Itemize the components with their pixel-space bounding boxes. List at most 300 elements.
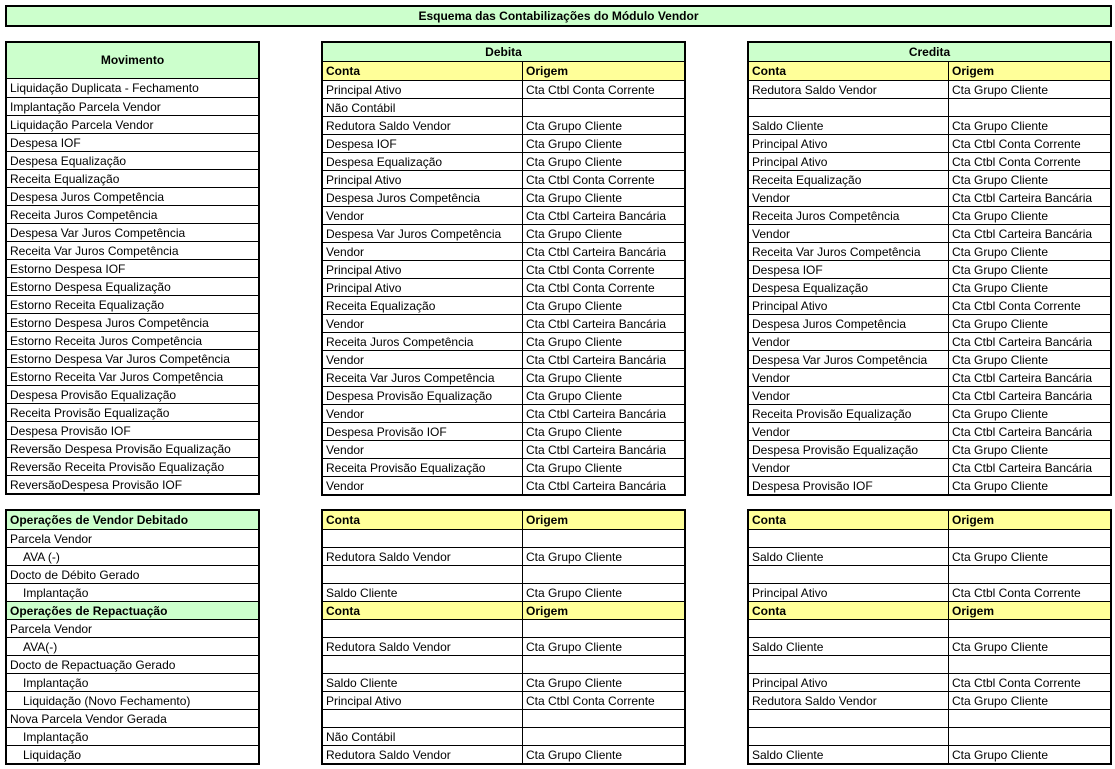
operacao-debita-origem: Cta Grupo Cliente [526,748,623,762]
credita-conta-cell: Redutora Saldo Vendor [749,81,949,98]
debita-row [323,476,684,494]
credita-origem-cell: Cta Grupo Cliente [952,245,1049,259]
debita-row [323,296,684,314]
credita-row [749,278,1110,296]
operacao-credita-origem: Cta Ctbl Conta Corrente [952,676,1081,690]
operacao-credita-origem: Cta Grupo Cliente [952,640,1049,654]
credita-row [749,206,1110,224]
debita-column-headers [323,62,684,80]
debita-origem-cell: Cta Grupo Cliente [526,191,623,205]
movimento-row [7,295,258,313]
debita-conta-header: Conta [323,62,523,80]
operacao-debita-row [323,529,684,547]
debita-conta-cell: Principal Ativo [323,171,523,188]
credita-origem-cell: Cta Ctbl Carteira Bancária [952,335,1093,349]
operacao-debita-row [323,565,684,583]
movimento-cell: Despesa Provisão Equalização [10,388,177,402]
credita-conta-cell: Receita Var Juros Competência [749,243,949,260]
credita-conta-cell: Vendor [749,459,949,476]
operacao-row [7,745,258,763]
operacao-credita-conta [749,728,949,745]
debita-row [323,116,684,134]
debita-row [323,404,684,422]
operacoes-debita-table [321,509,686,765]
debita-conta-cell: Despesa Juros Competência [323,189,523,206]
credita-conta-cell: Despesa Provisão Equalização [749,441,949,458]
credita-origem-cell: Cta Ctbl Conta Corrente [952,137,1081,151]
operacao-debita-origem [523,620,684,637]
movimento-cell: Estorno Receita Equalização [10,298,165,312]
credita-row [749,440,1110,458]
debita-origem-cell: Cta Grupo Cliente [526,155,623,169]
movimento-cell: Liquidação Duplicata - Fechamento [10,81,199,95]
operacao-credita-origem [949,530,1110,547]
debita-origem-cell: Cta Ctbl Conta Corrente [526,83,655,97]
debita-origem-cell [523,99,684,116]
movimento-cell: ReversãoDespesa Provisão IOF [10,478,183,492]
operacao-debita-row [323,727,684,745]
operacao-debita-row [323,637,684,655]
operacao-credita-origem [949,620,1110,637]
debita-conta-cell: Vendor [323,243,523,260]
credita-row [749,404,1110,422]
credita-row [749,260,1110,278]
operacao-credita-origem [949,566,1110,583]
debita-conta-cell: Principal Ativo [323,279,523,296]
operacao-debita-conta: Saldo Cliente [323,584,523,601]
debita-origem-cell: Cta Ctbl Carteira Bancária [526,317,667,331]
debita-row [323,152,684,170]
operacao-debita-conta [323,710,523,727]
debita-table [321,41,686,496]
movimento-row [7,385,258,403]
debita-conta-cell: Despesa Var Juros Competência [323,225,523,242]
debita-conta-cell: Vendor [323,441,523,458]
debita-conta-cell: Receita Provisão Equalização [323,459,523,476]
movimento-cell: Receita Juros Competência [10,208,158,222]
credita-table [747,41,1112,496]
movimento-cell: Estorno Receita Juros Competência [10,334,203,348]
credita-header: Credita [749,43,1110,62]
operacao-row [7,637,258,655]
debita-row [323,386,684,404]
movimento-cell: Implantação Parcela Vendor [10,100,161,114]
operacao-credita-conta: Saldo Cliente [749,638,949,655]
movimento-cell: Liquidação Parcela Vendor [10,118,154,132]
credita-origem-cell: Cta Ctbl Carteira Bancária [952,461,1093,475]
operacao-row [7,709,258,727]
credita-conta-cell: Despesa Provisão IOF [749,477,949,494]
movimento-cell: Receita Equalização [10,172,120,186]
page-title: Esquema das Contabilizações do Módulo Vendor [5,5,1112,27]
credita-row [749,116,1110,134]
credita-conta-cell: Principal Ativo [749,153,949,170]
operacao-cell: Implantação [23,730,89,744]
operacao-debita-origem [523,710,684,727]
movimento-row [7,367,258,385]
movimento-row [7,97,258,115]
credita-row [749,188,1110,206]
operacao-credita-row [749,601,1110,619]
operacao-cell: Nova Parcela Vendor Gerada [10,712,167,726]
operacao-debita-row [323,709,684,727]
debita-conta-cell: Receita Equalização [323,297,523,314]
operacao-row [7,655,258,673]
operacao-cell: Liquidação (Novo Fechamento) [23,694,191,708]
operacao-credita-origem: Cta Grupo Cliente [952,550,1049,564]
operacao-debita-row [323,547,684,565]
operacao-debita-conta: Não Contábil [323,728,523,745]
operacao-debita-row [323,673,684,691]
operacao-credita-row [749,637,1110,655]
debita-row [323,422,684,440]
operacao-debita-origem [523,566,684,583]
debita-origem-cell: Cta Ctbl Carteira Bancária [526,245,667,259]
credita-conta-cell: Principal Ativo [749,135,949,152]
movimento-cell: Estorno Despesa Var Juros Competência [10,352,230,366]
credita-row [749,152,1110,170]
debita-row [323,440,684,458]
movimento-cell: Estorno Receita Var Juros Competência [10,370,224,384]
operacao-debita-conta: Conta [323,602,523,619]
operacao-debita-origem [523,656,684,673]
credita-origem-cell: Cta Grupo Cliente [952,119,1049,133]
operacao-credita-origem: Origem [952,604,995,618]
credita-origem-cell: Cta Grupo Cliente [952,353,1049,367]
movimento-cell: Reversão Receita Provisão Equalização [10,460,225,474]
debita-origem-cell: Cta Grupo Cliente [526,299,623,313]
credita-origem-cell: Cta Grupo Cliente [952,209,1049,223]
debita-origem-cell: Cta Ctbl Carteira Bancária [526,209,667,223]
credita-row [749,134,1110,152]
movimento-table [5,41,260,495]
operacao-row [7,565,258,583]
operacao-row [7,529,258,547]
credita-conta-cell: Vendor [749,423,949,440]
credita-origem-cell: Cta Ctbl Carteira Bancária [952,227,1093,241]
operacao-credita-conta: Saldo Cliente [749,548,949,565]
operacao-credita-origem [949,710,1110,727]
debita-conta-cell: Vendor [323,351,523,368]
operacao-row [7,673,258,691]
operacoes-table [5,509,260,765]
operacao-debita-row [323,583,684,601]
credita-row [749,458,1110,476]
debita-conta-cell: Despesa Equalização [323,153,523,170]
debita-conta-cell: Principal Ativo [323,261,523,278]
movimento-row [7,331,258,349]
credita-row [749,314,1110,332]
debita-row [323,458,684,476]
credita-row [749,476,1110,494]
debita-row [323,80,684,98]
operacao-debita-row [323,691,684,709]
operacao-credita-row [749,691,1110,709]
credita-conta-cell: Despesa Var Juros Competência [749,351,949,368]
operacao-credita-origem: Cta Ctbl Conta Corrente [952,586,1081,600]
operacao-debita-row [323,619,684,637]
operacao-debita-origem: Cta Grupo Cliente [526,586,623,600]
operacao-cell: Docto de Débito Gerado [10,568,140,582]
credita-origem-cell: Cta Grupo Cliente [952,173,1049,187]
credita-conta-cell: Vendor [749,333,949,350]
debita-origem-cell: Cta Grupo Cliente [526,461,623,475]
movimento-cell: Despesa Juros Competência [10,190,165,204]
debita-conta-cell: Despesa Provisão Equalização [323,387,523,404]
debita-origem-cell: Cta Ctbl Carteira Bancária [526,407,667,421]
operacao-credita-conta [749,656,949,673]
operacao-debita-conta: Principal Ativo [323,692,523,709]
operacao-credita-origem: Cta Grupo Cliente [952,748,1049,762]
movimento-cell: Estorno Despesa Equalização [10,280,171,294]
operacao-debita-conta [323,656,523,673]
credita-origem-cell [949,99,1110,116]
credita-origem-cell: Cta Ctbl Conta Corrente [952,155,1081,169]
debita-row [323,368,684,386]
credita-origem-cell: Cta Ctbl Carteira Bancária [952,191,1093,205]
operacao-credita-origem: Origem [952,513,995,527]
debita-row [323,260,684,278]
operacao-debita-conta [323,620,523,637]
operacao-cell: Implantação [23,586,89,600]
operacao-debita-row [323,601,684,619]
operacao-credita-conta: Principal Ativo [749,584,949,601]
operacao-credita-conta [749,530,949,547]
section-header-row [7,601,258,619]
operacao-credita-row [749,655,1110,673]
movimento-cell: Estorno Despesa IOF [10,262,126,276]
movimento-row [7,79,258,97]
debita-conta-cell: Redutora Saldo Vendor [323,117,523,134]
debita-origem-cell: Cta Ctbl Conta Corrente [526,173,655,187]
credita-row [749,386,1110,404]
credita-conta-cell: Vendor [749,369,949,386]
credita-conta-cell: Receita Provisão Equalização [749,405,949,422]
debita-origem-cell: Cta Ctbl Carteira Bancária [526,479,667,493]
operacao-row [7,727,258,745]
operacao-credita-origem [949,656,1110,673]
debita-origem-cell: Cta Grupo Cliente [526,227,623,241]
credita-row [749,350,1110,368]
operacao-credita-conta: Saldo Cliente [749,746,949,763]
operacao-debita-origem [523,728,684,745]
operacao-row [7,583,258,601]
debita-row [323,350,684,368]
debita-origem-cell: Cta Ctbl Carteira Bancária [526,443,667,457]
credita-origem-cell: Cta Grupo Cliente [952,407,1049,421]
operacao-credita-row [749,529,1110,547]
movimento-cell: Despesa Var Juros Competência [10,226,186,240]
credita-row [749,332,1110,350]
operacao-debita-origem: Cta Grupo Cliente [526,676,623,690]
credita-conta-cell: Vendor [749,189,949,206]
debita-conta-cell: Despesa IOF [323,135,523,152]
movimento-cell: Despesa IOF [10,136,81,150]
operacao-credita-row [749,709,1110,727]
operacao-debita-conta: Redutora Saldo Vendor [323,746,523,763]
debita-origem-cell: Cta Ctbl Conta Corrente [526,281,655,295]
movimento-row [7,151,258,169]
credita-conta-cell: Saldo Cliente [749,117,949,134]
movimento-row [7,205,258,223]
debita-row [323,134,684,152]
debita-row [323,332,684,350]
movimento-header: Movimento [7,43,258,79]
movimento-row [7,115,258,133]
debita-conta-cell: Despesa Provisão IOF [323,423,523,440]
credita-conta-cell: Vendor [749,225,949,242]
debita-conta-cell: Vendor [323,477,523,494]
movimento-row [7,277,258,295]
operacao-credita-row [749,583,1110,601]
debita-origem-header: Origem [526,64,569,78]
debita-row [323,224,684,242]
credita-conta-cell: Despesa Juros Competência [749,315,949,332]
operacao-credita-row [749,511,1110,529]
debita-row [323,242,684,260]
movimento-row [7,313,258,331]
credita-origem-cell: Cta Grupo Cliente [952,281,1049,295]
credita-conta-cell: Despesa IOF [749,261,949,278]
credita-row [749,422,1110,440]
operacao-cell: Implantação [23,676,89,690]
operacao-cell: AVA (-) [23,550,60,564]
credita-conta-cell: Despesa Equalização [749,279,949,296]
operacao-credita-conta: Conta [749,602,949,619]
credita-origem-cell: Cta Grupo Cliente [952,263,1049,277]
movimento-row [7,403,258,421]
credita-row [749,98,1110,116]
movimento-cell: Despesa Equalização [10,154,127,168]
movimento-cell: Receita Var Juros Competência [10,244,179,258]
movimento-row [7,241,258,259]
operacao-credita-conta: Redutora Saldo Vendor [749,692,949,709]
operacao-cell: Parcela Vendor [10,622,93,636]
debita-origem-cell: Cta Ctbl Conta Corrente [526,263,655,277]
debita-row [323,278,684,296]
movimento-cell: Despesa Provisão IOF [10,424,131,438]
credita-row [749,242,1110,260]
operacao-debita-row [323,745,684,763]
movimento-row [7,133,258,151]
section-title: Operações de Vendor Debitado [10,513,189,527]
debita-conta-cell: Vendor [323,405,523,422]
operacao-debita-conta: Redutora Saldo Vendor [323,638,523,655]
operacao-credita-row [749,745,1110,763]
debita-row [323,188,684,206]
credita-origem-cell: Cta Ctbl Carteira Bancária [952,371,1093,385]
operacao-cell: Docto de Repactuação Gerado [10,658,176,672]
operacao-credita-conta: Principal Ativo [749,674,949,691]
movimento-row [7,421,258,439]
credita-origem-cell: Cta Ctbl Carteira Bancária [952,389,1093,403]
credita-conta-cell [749,99,949,116]
operacao-debita-origem: Cta Grupo Cliente [526,550,623,564]
debita-conta-cell: Principal Ativo [323,81,523,98]
movimento-row [7,223,258,241]
operacao-debita-origem: Cta Ctbl Conta Corrente [526,694,655,708]
credita-origem-cell: Cta Ctbl Conta Corrente [952,299,1081,313]
credita-origem-cell: Cta Grupo Cliente [952,83,1049,97]
operacao-row [7,547,258,565]
debita-origem-cell: Cta Grupo Cliente [526,425,623,439]
movimento-row [7,187,258,205]
movimento-row [7,169,258,187]
debita-conta-cell: Vendor [323,207,523,224]
operacao-debita-conta: Conta [323,511,523,529]
credita-row [749,224,1110,242]
debita-row [323,314,684,332]
operacao-cell: Liquidação [23,748,82,762]
movimento-row [7,475,258,493]
operacao-credita-conta: Conta [749,511,949,529]
operacao-credita-conta [749,620,949,637]
debita-origem-cell: Cta Grupo Cliente [526,119,623,133]
movimento-row [7,349,258,367]
operacao-debita-conta [323,530,523,547]
credita-conta-cell: Receita Equalização [749,171,949,188]
operacao-credita-conta [749,566,949,583]
operacao-debita-row [323,511,684,529]
operacao-debita-origem: Origem [526,513,569,527]
debita-conta-cell: Receita Var Juros Competência [323,369,523,386]
operacao-debita-conta: Redutora Saldo Vendor [323,548,523,565]
credita-origem-cell: Cta Grupo Cliente [952,479,1049,493]
credita-conta-header: Conta [749,62,949,80]
debita-origem-cell: Cta Grupo Cliente [526,371,623,385]
credita-origem-cell: Cta Grupo Cliente [952,443,1049,457]
debita-row [323,170,684,188]
operacao-debita-conta [323,566,523,583]
operacao-cell: Parcela Vendor [10,532,93,546]
debita-origem-cell: Cta Grupo Cliente [526,335,623,349]
operacao-row [7,691,258,709]
debita-conta-cell: Receita Juros Competência [323,333,523,350]
operacao-credita-row [749,565,1110,583]
credita-conta-cell: Vendor [749,387,949,404]
debita-conta-cell: Vendor [323,315,523,332]
operacao-debita-origem [523,530,684,547]
operacao-credita-origem: Cta Grupo Cliente [952,694,1049,708]
operacao-debita-origem: Origem [526,604,569,618]
debita-origem-cell: Cta Grupo Cliente [526,389,623,403]
section-title: Operações de Repactuação [10,604,168,618]
debita-origem-cell: Cta Grupo Cliente [526,137,623,151]
debita-row [323,98,684,116]
credita-row [749,80,1110,98]
operacao-credita-conta [749,710,949,727]
movimento-row [7,259,258,277]
operacao-debita-row [323,655,684,673]
credita-row [749,368,1110,386]
credita-row [749,296,1110,314]
operacao-credita-row [749,727,1110,745]
movimento-row [7,457,258,475]
debita-header: Debita [323,43,684,62]
credita-column-headers [749,62,1110,80]
operacao-credita-row [749,619,1110,637]
credita-conta-cell: Principal Ativo [749,297,949,314]
debita-row [323,206,684,224]
debita-conta-cell: Não Contábil [323,99,523,116]
credita-origem-cell: Cta Grupo Cliente [952,317,1049,331]
credita-row [749,170,1110,188]
section-header-row [7,511,258,529]
movimento-cell: Reversão Despesa Provisão Equalização [10,442,231,456]
movimento-cell: Estorno Despesa Juros Competência [10,316,209,330]
operacao-cell: AVA(-) [23,640,58,654]
movimento-row [7,439,258,457]
